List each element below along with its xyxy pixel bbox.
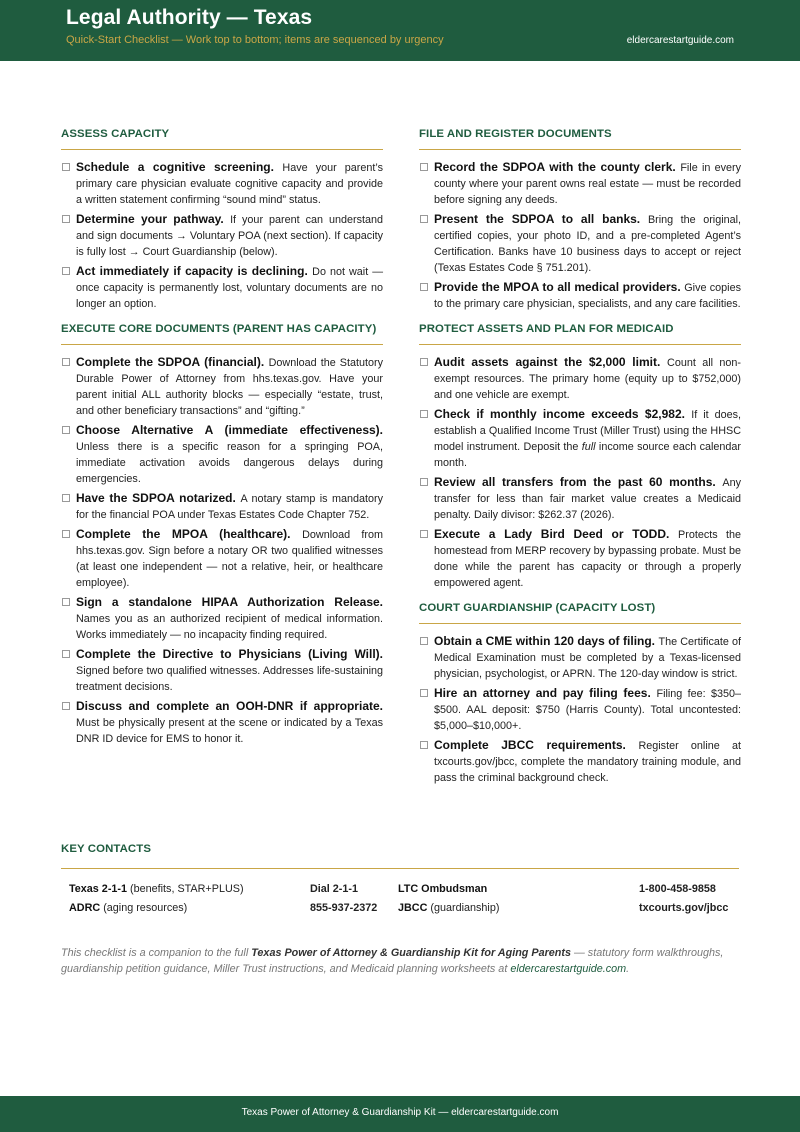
item-lead: Present the SDPOA to all banks. bbox=[434, 212, 648, 226]
checkbox[interactable] bbox=[420, 410, 428, 418]
item-text-emphasis: full bbox=[581, 441, 596, 453]
checklist-item bbox=[61, 594, 383, 643]
page-header bbox=[0, 0, 800, 61]
checklist-item bbox=[61, 211, 383, 260]
checklist-item bbox=[419, 737, 741, 786]
note-kit-title: Texas Power of Attorney & Guardianship Kit for Aging Parents bbox=[251, 947, 571, 959]
item-lead: Complete the Directive to Physicians (Living Will). bbox=[76, 647, 383, 661]
file-items bbox=[419, 159, 741, 312]
checkbox[interactable] bbox=[62, 215, 70, 223]
section-heading-guardianship: COURT GUARDIANSHIP (CAPACITY LOST) bbox=[419, 602, 741, 624]
item-text: Unless there is a specific reason for a springing POA, immediate activation avoids dangerous delays during emergencies. bbox=[76, 441, 383, 485]
contact-name: Texas 2-1-1 bbox=[69, 883, 128, 895]
item-lead: Review all transfers from the past 60 months. bbox=[434, 475, 723, 489]
item-text: Count all non-exempt resources. The primary home (equity up to $752,000) and one vehicle are exempt. bbox=[434, 357, 741, 401]
item-lead: Complete the MPOA (healthcare). bbox=[76, 527, 303, 541]
item-lead: Choose Alternative A (immediate effectiveness). bbox=[76, 423, 383, 437]
assess-items bbox=[61, 159, 383, 312]
guardianship-items bbox=[419, 633, 741, 786]
checkbox[interactable] bbox=[62, 163, 70, 171]
contact-name: LTC Ombudsman bbox=[398, 883, 488, 895]
contact-desc: (aging resources) bbox=[100, 902, 188, 914]
page-title: Legal Authority — Texas bbox=[66, 6, 313, 29]
item-text: Filing fee: $350–$500. AAL deposit: $750 (Harris County). Total uncontested: $5,000–$10,000+. bbox=[434, 688, 741, 732]
item-text: Have your parent’s primary care physician evaluate cognitive capacity and provide a written statement confirming “sound mind” status. bbox=[76, 162, 383, 206]
footer-text: Texas Power of Attorney & Guardianship Kit — eldercarestartguide.com bbox=[241, 1107, 559, 1118]
checklist-item bbox=[419, 159, 741, 208]
item-lead: Check if monthly income exceeds $2,982. bbox=[434, 407, 692, 421]
contact-number: txcourts.gov/jbcc bbox=[639, 902, 729, 914]
section-heading-protect: PROTECT ASSETS AND PLAN FOR MEDICAID bbox=[419, 323, 741, 345]
checklist-item bbox=[419, 279, 741, 312]
checklist-item bbox=[61, 646, 383, 695]
item-text: income source each calendar month. bbox=[434, 441, 741, 469]
item-text: A notary stamp is mandatory for the financial POA under Texas Estates Code Chapter 752. bbox=[76, 493, 383, 521]
key-contacts bbox=[61, 843, 739, 921]
note-text: . bbox=[626, 963, 630, 975]
checkbox[interactable] bbox=[62, 650, 70, 658]
item-lead: Determine your pathway. bbox=[76, 212, 231, 226]
section-heading-contacts: KEY CONTACTS bbox=[61, 843, 739, 869]
checklist-item bbox=[61, 526, 383, 591]
checklist-item bbox=[419, 633, 741, 682]
contact-number: 855-937-2372 bbox=[310, 902, 378, 914]
contact-desc: (benefits, STAR+PLUS) bbox=[127, 883, 244, 895]
note-link[interactable]: eldercarestartguide.com bbox=[510, 963, 627, 975]
item-text: Bring the original, certified copies, your photo ID, and a pre-completed Agent’s Certification. Banks have 10 business days to accept or reject (Texas Estates Code § 751.201). bbox=[434, 214, 742, 274]
item-text: The Certificate of Medical Examination must be completed by a Texas-licensed physician, psychologist, or APRN. The 120-day window is strict. bbox=[434, 636, 741, 680]
contact-number: Dial 2-1-1 bbox=[310, 883, 359, 895]
checklist-item bbox=[61, 422, 383, 487]
checklist-item bbox=[61, 698, 383, 747]
contact-row bbox=[61, 883, 739, 902]
checklist-item bbox=[419, 354, 741, 403]
section-heading-execute: EXECUTE CORE DOCUMENTS (PARENT HAS CAPACITY) bbox=[61, 323, 383, 345]
contact-number: 1-800-458-9858 bbox=[639, 883, 716, 895]
checklist-item bbox=[419, 526, 741, 591]
item-lead: Schedule a cognitive screening. bbox=[76, 160, 283, 174]
item-text: Names you as an authorized recipient of medical information. Works immediately — no incapacity finding required. bbox=[76, 613, 383, 641]
page-footer bbox=[0, 1096, 800, 1132]
checkbox[interactable] bbox=[62, 598, 70, 606]
checkbox[interactable] bbox=[62, 494, 70, 502]
checklist-item bbox=[419, 685, 741, 734]
contact-name: JBCC bbox=[398, 902, 428, 914]
contact-row bbox=[61, 902, 739, 921]
item-lead: Provide the MPOA to all medical providers. bbox=[434, 280, 685, 294]
protect-items bbox=[419, 354, 741, 591]
checklist-item bbox=[61, 263, 383, 312]
item-lead: Hire an attorney and pay filing fees. bbox=[434, 686, 657, 700]
item-text: Must be physically present at the scene or indicated by a Texas DNR ID device for EMS to honor it. bbox=[76, 717, 383, 745]
note-text: — statutory form walkthroughs, guardianship petition guidance, Miller Trust instructions, and Medicaid planning worksheets at bbox=[61, 947, 724, 975]
checkbox[interactable] bbox=[62, 530, 70, 538]
execute-items bbox=[61, 354, 383, 747]
checkbox[interactable] bbox=[420, 689, 428, 697]
checkbox[interactable] bbox=[62, 267, 70, 275]
item-text: Register online at txcourts.gov/jbcc, complete the mandatory training module, and pass the criminal background check. bbox=[434, 740, 741, 784]
contact-name-cell bbox=[69, 883, 244, 895]
contact-name-cell bbox=[398, 902, 499, 914]
item-lead: Audit assets against the $2,000 limit. bbox=[434, 355, 668, 369]
checkbox[interactable] bbox=[420, 358, 428, 366]
item-text: If it does, establish a Qualified Income Trust (Miller Trust) using the HHSC model instrument. Deposit the bbox=[434, 409, 741, 453]
checklist-item bbox=[61, 354, 383, 419]
item-lead: Obtain a CME within 120 days of filing. bbox=[434, 634, 659, 648]
checkbox[interactable] bbox=[420, 215, 428, 223]
checkbox[interactable] bbox=[420, 637, 428, 645]
right-column bbox=[419, 128, 741, 797]
item-lead: Discuss and complete an OOH-DNR if appropriate. bbox=[76, 699, 383, 713]
section-heading-file: FILE AND REGISTER DOCUMENTS bbox=[419, 128, 741, 150]
item-lead: Complete the SDPOA (financial). bbox=[76, 355, 269, 369]
note-text: This checklist is a companion to the full bbox=[61, 947, 252, 959]
contact-name: ADRC bbox=[69, 902, 101, 914]
item-lead: Sign a standalone HIPAA Authorization Release. bbox=[76, 595, 383, 609]
item-lead: Complete JBCC requirements. bbox=[434, 738, 639, 752]
item-text: Download from hhs.texas.gov. Sign before a notary OR two qualified witnesses (at least one independent — not a relative, heir, or healthcare employee). bbox=[76, 529, 383, 589]
checklist-item bbox=[61, 159, 383, 208]
checkbox[interactable] bbox=[420, 478, 428, 486]
checkbox[interactable] bbox=[420, 741, 428, 749]
checkbox[interactable] bbox=[62, 358, 70, 366]
header-site: eldercarestartguide.com bbox=[626, 35, 734, 46]
item-text: Signed before two qualified witnesses. Addresses life-sustaining treatment decisions. bbox=[76, 665, 383, 693]
companion-note bbox=[61, 945, 741, 977]
item-text: Protects the homestead from MERP recovery by bypassing probate. Must be done while the parent has capacity or through a properly empowered agent. bbox=[434, 529, 741, 589]
item-text: Download the Statutory Durable Power of Attorney from hhs.texas.gov. Have your parent initial ALL authority blocks — especially “estate, trust, and other beneficiary transactions” and “gifting.” bbox=[76, 357, 383, 417]
checkbox[interactable] bbox=[62, 426, 70, 434]
checklist-item bbox=[419, 406, 741, 471]
contact-name-cell bbox=[398, 883, 487, 895]
item-lead: Act immediately if capacity is declining. bbox=[76, 264, 313, 278]
contact-name-cell bbox=[69, 902, 187, 914]
item-text: File in every county where your parent owns real estate — must be recorded before signing any deeds. bbox=[434, 162, 742, 206]
item-text: Any transfer for less than fair market value creates a Medicaid penalty. Daily divisor: $262.37 (2026). bbox=[434, 477, 741, 521]
checklist-item bbox=[419, 474, 741, 523]
checkbox[interactable] bbox=[420, 530, 428, 538]
checkbox[interactable] bbox=[62, 702, 70, 710]
checklist-item bbox=[61, 490, 383, 523]
checkbox[interactable] bbox=[420, 163, 428, 171]
item-lead: Have the SDPOA notarized. bbox=[76, 491, 241, 505]
page-subtitle: Quick-Start Checklist — Work top to bottom; items are sequenced by urgency bbox=[66, 34, 444, 46]
checkbox[interactable] bbox=[420, 283, 428, 291]
item-lead: Execute a Lady Bird Deed or TODD. bbox=[434, 527, 679, 541]
item-lead: Record the SDPOA with the county clerk. bbox=[434, 160, 681, 174]
item-text: Give copies to the primary care physician, specialists, and any care facilities. bbox=[434, 282, 741, 310]
contact-desc: (guardianship) bbox=[427, 902, 500, 914]
section-heading-assess: ASSESS CAPACITY bbox=[61, 128, 383, 150]
left-column bbox=[61, 128, 383, 758]
item-text: Do not wait — once capacity is permanently lost, voluntary documents are no longer an option. bbox=[76, 266, 384, 310]
item-text: If your parent can understand and sign documents → Voluntary POA (next section). If capacity is fully lost → Court Guardianship (below). bbox=[76, 214, 383, 258]
checklist-item bbox=[419, 211, 741, 276]
